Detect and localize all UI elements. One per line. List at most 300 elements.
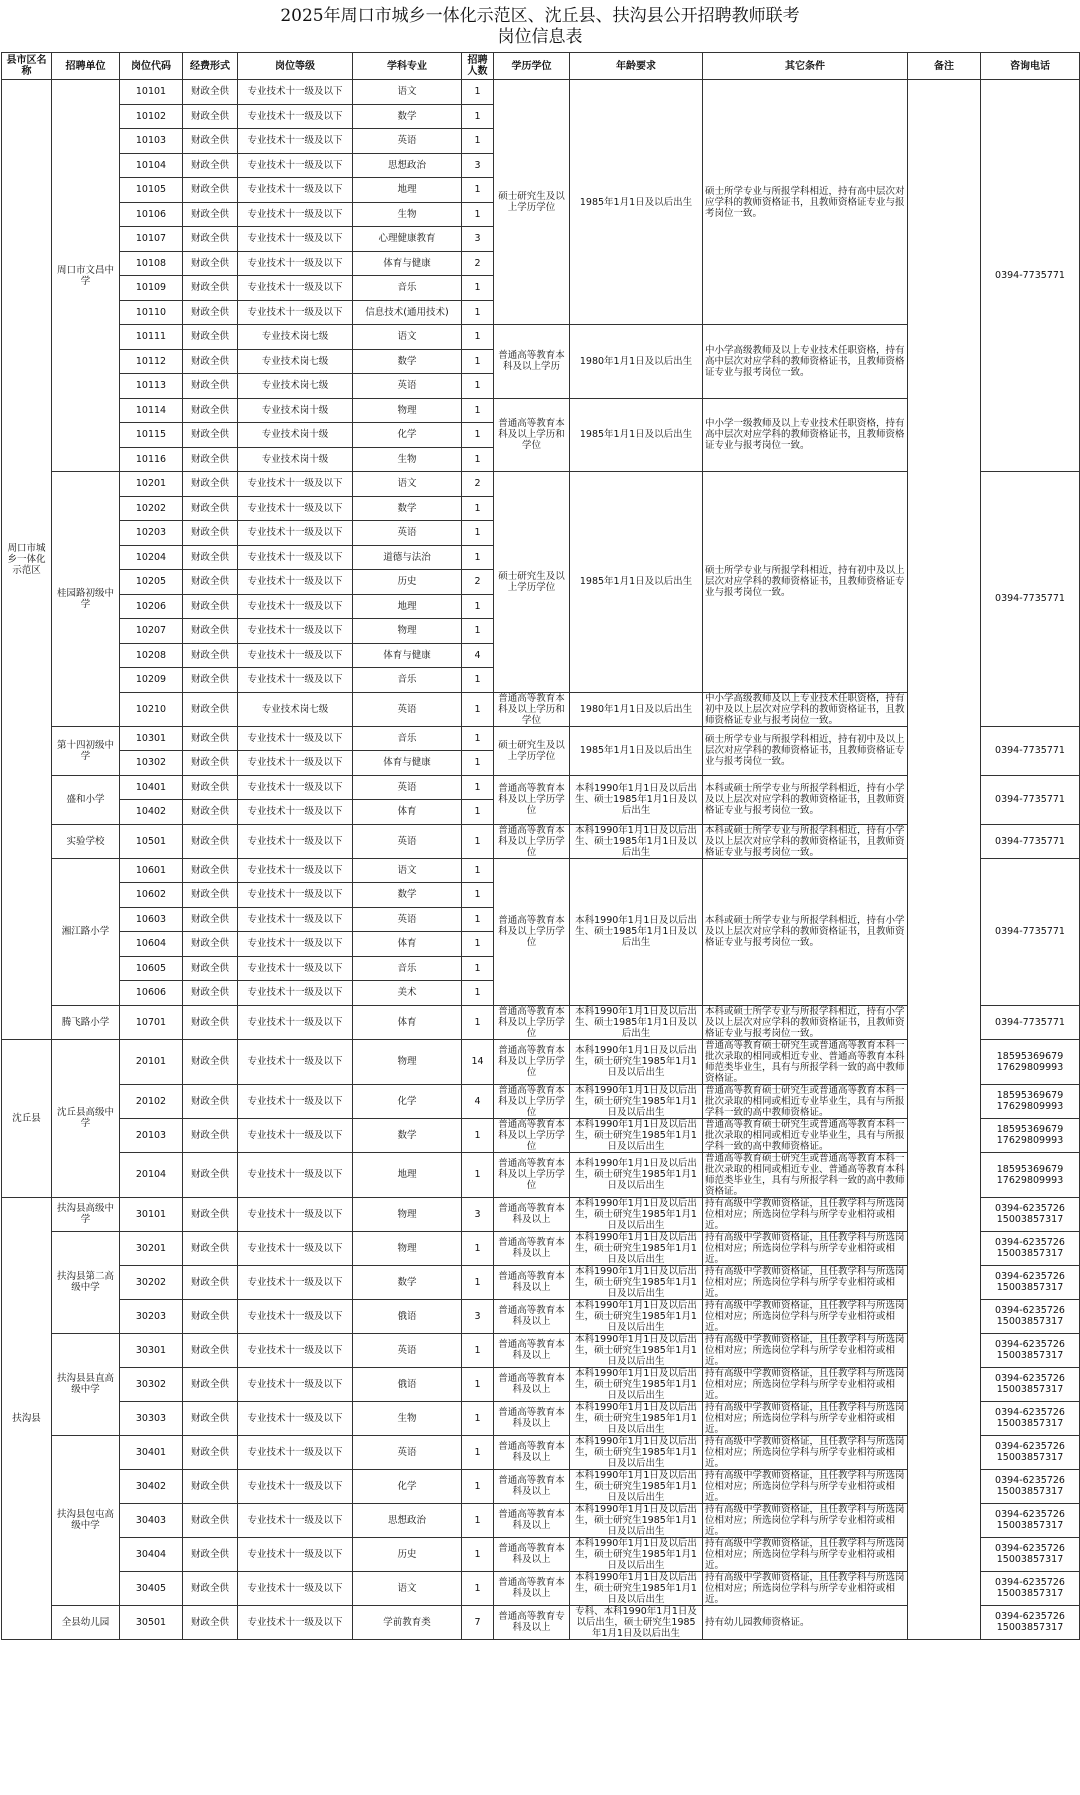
cell-num: 1 (462, 956, 494, 981)
cell-age: 1980年1月1日及以后出生 (570, 692, 703, 726)
cell-fund: 财政全供 (183, 751, 238, 776)
cell-code: 10402 (120, 800, 183, 825)
cell-code: 20103 (120, 1118, 183, 1152)
cell-fund: 财政全供 (183, 1231, 238, 1265)
cell-edu: 硕士研究生及以上学历学位 (494, 726, 570, 775)
cell-code: 10605 (120, 956, 183, 981)
cell-num: 1 (462, 1333, 494, 1367)
cell-code: 20101 (120, 1039, 183, 1084)
cell-fund: 财政全供 (183, 178, 238, 203)
cell-level: 专业技术十一级及以下 (238, 1571, 353, 1605)
cell-fund: 财政全供 (183, 496, 238, 521)
cell-level: 专业技术岗七级 (238, 325, 353, 350)
cell-num: 4 (462, 1084, 494, 1118)
cell-other: 持有高级中学教师资格证，且任教学科与所选岗位相对应；所选岗位学科与所学专业相符或相近。 (703, 1537, 908, 1571)
cell-age: 本科1990年1月1日及以后出生，硕士研究生1985年1月1日及以后出生 (570, 1333, 703, 1367)
cell-num: 1 (462, 1503, 494, 1537)
cell-level: 专业技术十一级及以下 (238, 1367, 353, 1401)
cell-other: 持有高级中学教师资格证，且任教学科与所选岗位相对应；所选岗位学科与所学专业相符或相近。 (703, 1435, 908, 1469)
cell-age: 本科1990年1月1日及以后出生，硕士研究生1985年1月1日及以后出生 (570, 1401, 703, 1435)
cell-subject: 音乐 (353, 276, 462, 301)
cell-note (908, 80, 981, 1640)
cell-level: 专业技术十一级及以下 (238, 153, 353, 178)
cell-other: 中小学高级教师及以上专业技术任职资格，持有初中及以上层次对应学科的教师资格证书，且教师资格证专业与报考岗位一致。 (703, 692, 908, 726)
cell-fund: 财政全供 (183, 1571, 238, 1605)
cell-code: 30201 (120, 1231, 183, 1265)
cell-fund: 财政全供 (183, 932, 238, 957)
cell-phone: 0394-6235726 15003857317 (981, 1367, 1080, 1401)
cell-phone: 0394-6235726 15003857317 (981, 1401, 1080, 1435)
cell-num: 1 (462, 129, 494, 154)
cell-code: 10701 (120, 1005, 183, 1039)
cell-other: 本科或硕士所学专业与所报学科相近，持有小学及以上层次对应学科的教师资格证书，且教师资格证专业与报考岗位一致。 (703, 858, 908, 1005)
cell-level: 专业技术十一级及以下 (238, 1197, 353, 1231)
cell-code: 10208 (120, 643, 183, 668)
cell-phone: 18595369679 17629809993 (981, 1039, 1080, 1084)
cell-level: 专业技术十一级及以下 (238, 496, 353, 521)
cell-edu: 普通高等教育本科及以上学历学位 (494, 775, 570, 824)
cell-fund: 财政全供 (183, 1333, 238, 1367)
cell-edu: 普通高等教育本科及以上学历和学位 (494, 398, 570, 472)
cell-num: 1 (462, 423, 494, 448)
cell-code: 10203 (120, 521, 183, 546)
document-title (0, 0, 1080, 52)
cell-num: 1 (462, 1537, 494, 1571)
cell-code: 10106 (120, 202, 183, 227)
cell-level: 专业技术岗十级 (238, 398, 353, 423)
cell-other: 持有高级中学教师资格证，且任教学科与所选岗位相对应；所选岗位学科与所学专业相符或相近。 (703, 1197, 908, 1231)
cell-other: 持有幼儿园教师资格证。 (703, 1605, 908, 1639)
cell-num: 1 (462, 907, 494, 932)
cell-subject: 地理 (353, 594, 462, 619)
cell-phone: 18595369679 17629809993 (981, 1152, 1080, 1197)
cell-num: 1 (462, 1265, 494, 1299)
cell-num: 2 (462, 570, 494, 595)
cell-phone: 0394-6235726 15003857317 (981, 1537, 1080, 1571)
cell-edu: 普通高等教育本科及以上 (494, 1469, 570, 1503)
cell-edu: 普通高等教育本科及以上 (494, 1333, 570, 1367)
cell-num: 1 (462, 668, 494, 693)
cell-fund: 财政全供 (183, 883, 238, 908)
cell-level: 专业技术十一级及以下 (238, 202, 353, 227)
cell-code: 10209 (120, 668, 183, 693)
cell-other: 普通高等教育硕士研究生或普通高等教育本科一批次录取的相同或相近专业、普通高等教育本科师范类毕业生，具有与所报学科一致的高中教师资格证。 (703, 1039, 908, 1084)
cell-num: 7 (462, 1605, 494, 1639)
cell-other: 持有高级中学教师资格证，且任教学科与所选岗位相对应；所选岗位学科与所学专业相符或相近。 (703, 1503, 908, 1537)
cell-code: 10602 (120, 883, 183, 908)
cell-fund: 财政全供 (183, 643, 238, 668)
cell-age: 本科1990年1月1日及以后出生，硕士研究生1985年1月1日及以后出生 (570, 1118, 703, 1152)
cell-fund: 财政全供 (183, 423, 238, 448)
cell-code: 10114 (120, 398, 183, 423)
cell-num: 1 (462, 1401, 494, 1435)
table-body (2, 80, 1080, 1640)
cell-fund: 财政全供 (183, 1197, 238, 1231)
cell-fund: 财政全供 (183, 824, 238, 858)
cell-num: 3 (462, 153, 494, 178)
cell-age: 本科1990年1月1日及以后出生，硕士研究生1985年1月1日及以后出生 (570, 1435, 703, 1469)
cell-num: 2 (462, 251, 494, 276)
cell-phone: 0394-7735771 (981, 858, 1080, 1005)
cell-edu: 普通高等教育本科及以上学历学位 (494, 1152, 570, 1197)
cell-edu: 普通高等教育本科及以上 (494, 1401, 570, 1435)
cell-other: 本科或硕士所学专业与所报学科相近，持有小学及以上层次对应学科的教师资格证书，且教师资格证专业与报考岗位一致。 (703, 1005, 908, 1039)
cell-code: 30403 (120, 1503, 183, 1537)
position-table (1, 52, 1080, 1640)
cell-subject: 俄语 (353, 1299, 462, 1333)
cell-fund: 财政全供 (183, 619, 238, 644)
cell-num: 14 (462, 1039, 494, 1084)
cell-subject: 体育与健康 (353, 643, 462, 668)
cell-level: 专业技术十一级及以下 (238, 1231, 353, 1265)
cell-subject: 物理 (353, 398, 462, 423)
cell-fund: 财政全供 (183, 594, 238, 619)
cell-edu: 普通高等教育本科及以上 (494, 1265, 570, 1299)
cell-fund: 财政全供 (183, 472, 238, 497)
cell-phone: 0394-7735771 (981, 775, 1080, 824)
cell-code: 10210 (120, 692, 183, 726)
cell-other: 硕士所学专业与所报学科相近，持有初中及以上层次对应学科的教师资格证书，且教师资格证专业与报考岗位一致。 (703, 726, 908, 775)
cell-fund: 财政全供 (183, 545, 238, 570)
cell-level: 专业技术十一级及以下 (238, 1469, 353, 1503)
cell-num: 1 (462, 594, 494, 619)
cell-level: 专业技术十一级及以下 (238, 751, 353, 776)
cell-code: 30301 (120, 1333, 183, 1367)
header-phone: 咨询电话 (981, 53, 1080, 80)
cell-edu: 普通高等教育本科及以上 (494, 1367, 570, 1401)
cell-age: 本科1990年1月1日及以后出生，硕士研究生1985年1月1日及以后出生 (570, 1084, 703, 1118)
cell-num: 1 (462, 1469, 494, 1503)
cell-other: 普通高等教育硕士研究生或普通高等教育本科一批次录取的相同或相近专业毕业生，具有与所报学科一致的高中教师资格证。 (703, 1084, 908, 1118)
cell-phone: 0394-7735771 (981, 726, 1080, 775)
header-region: 县市区名称 (2, 53, 52, 80)
cell-level: 专业技术十一级及以下 (238, 883, 353, 908)
cell-subject: 语文 (353, 472, 462, 497)
cell-code: 10204 (120, 545, 183, 570)
cell-other: 本科或硕士所学专业与所报学科相近，持有小学及以上层次对应学科的教师资格证书，且教师资格证专业与报考岗位一致。 (703, 824, 908, 858)
cell-num: 1 (462, 496, 494, 521)
cell-level: 专业技术十一级及以下 (238, 1265, 353, 1299)
cell-subject: 生物 (353, 202, 462, 227)
cell-level: 专业技术十一级及以下 (238, 251, 353, 276)
cell-edu: 硕士研究生及以上学历学位 (494, 472, 570, 693)
title-line-1: 2025年周口市城乡一体化示范区、沈丘县、扶沟县公开招聘教师联考 (280, 6, 800, 26)
header-level: 岗位等级 (238, 53, 353, 80)
cell-fund: 财政全供 (183, 1537, 238, 1571)
cell-subject: 思想政治 (353, 1503, 462, 1537)
cell-code: 10107 (120, 227, 183, 252)
cell-other: 持有高级中学教师资格证，且任教学科与所选岗位相对应；所选岗位学科与所学专业相符或相近。 (703, 1265, 908, 1299)
cell-fund: 财政全供 (183, 570, 238, 595)
cell-subject: 体育 (353, 800, 462, 825)
cell-num: 1 (462, 619, 494, 644)
cell-num: 1 (462, 447, 494, 472)
cell-level: 专业技术十一级及以下 (238, 1605, 353, 1639)
cell-fund: 财政全供 (183, 1367, 238, 1401)
cell-num: 1 (462, 1435, 494, 1469)
cell-fund: 财政全供 (183, 800, 238, 825)
cell-num: 1 (462, 80, 494, 105)
cell-code: 30405 (120, 1571, 183, 1605)
cell-unit: 第十四初级中学 (52, 726, 120, 775)
cell-code: 10604 (120, 932, 183, 957)
cell-code: 10603 (120, 907, 183, 932)
cell-num: 1 (462, 751, 494, 776)
cell-subject: 物理 (353, 1231, 462, 1265)
cell-unit: 实验学校 (52, 824, 120, 858)
cell-phone: 0394-6235726 15003857317 (981, 1435, 1080, 1469)
cell-code: 10206 (120, 594, 183, 619)
cell-num: 1 (462, 1231, 494, 1265)
cell-num: 1 (462, 883, 494, 908)
cell-other: 持有高级中学教师资格证，且任教学科与所选岗位相对应；所选岗位学科与所学专业相符或相近。 (703, 1231, 908, 1265)
cell-fund: 财政全供 (183, 1039, 238, 1084)
cell-fund: 财政全供 (183, 1005, 238, 1039)
cell-subject: 数学 (353, 883, 462, 908)
cell-phone: 0394-6235726 15003857317 (981, 1333, 1080, 1367)
cell-other: 硕士所学专业与所报学科相近，持有初中及以上层次对应学科的教师资格证书，且教师资格证专业与报考岗位一致。 (703, 472, 908, 693)
cell-phone: 18595369679 17629809993 (981, 1118, 1080, 1152)
cell-num: 1 (462, 775, 494, 800)
cell-level: 专业技术十一级及以下 (238, 545, 353, 570)
cell-num: 1 (462, 1571, 494, 1605)
cell-unit: 扶沟县高级中学 (52, 1197, 120, 1231)
cell-subject: 物理 (353, 619, 462, 644)
cell-code: 10108 (120, 251, 183, 276)
cell-subject: 数学 (353, 1118, 462, 1152)
cell-level: 专业技术十一级及以下 (238, 227, 353, 252)
cell-age: 本科1990年1月1日及以后出生、硕士1985年1月1日及以后出生 (570, 858, 703, 1005)
cell-code: 30401 (120, 1435, 183, 1469)
cell-fund: 财政全供 (183, 1401, 238, 1435)
cell-fund: 财政全供 (183, 1265, 238, 1299)
cell-code: 30202 (120, 1265, 183, 1299)
header-other: 其它条件 (703, 53, 908, 80)
cell-phone: 0394-6235726 15003857317 (981, 1571, 1080, 1605)
cell-other: 中小学一级教师及以上专业技术任职资格，持有高中层次对应学科的教师资格证书，且教师资格证专业与报考岗位一致。 (703, 398, 908, 472)
cell-fund: 财政全供 (183, 521, 238, 546)
cell-code: 10501 (120, 824, 183, 858)
cell-level: 专业技术十一级及以下 (238, 907, 353, 932)
cell-age: 本科1990年1月1日及以后出生，硕士研究生1985年1月1日及以后出生 (570, 1299, 703, 1333)
cell-num: 1 (462, 932, 494, 957)
cell-num: 1 (462, 521, 494, 546)
cell-phone: 0394-6235726 15003857317 (981, 1469, 1080, 1503)
cell-subject: 地理 (353, 1152, 462, 1197)
header-education: 学历学位 (494, 53, 570, 80)
cell-fund: 财政全供 (183, 374, 238, 399)
cell-phone: 0394-7735771 (981, 824, 1080, 858)
cell-subject: 英语 (353, 692, 462, 726)
cell-fund: 财政全供 (183, 1084, 238, 1118)
cell-level: 专业技术十一级及以下 (238, 1503, 353, 1537)
cell-age: 本科1990年1月1日及以后出生，硕士研究生1985年1月1日及以后出生 (570, 1537, 703, 1571)
cell-num: 1 (462, 276, 494, 301)
cell-code: 30302 (120, 1367, 183, 1401)
cell-level: 专业技术十一级及以下 (238, 932, 353, 957)
cell-subject: 英语 (353, 1435, 462, 1469)
cell-subject: 体育 (353, 932, 462, 957)
cell-subject: 数学 (353, 349, 462, 374)
cell-num: 1 (462, 202, 494, 227)
cell-phone: 18595369679 17629809993 (981, 1084, 1080, 1118)
cell-fund: 财政全供 (183, 300, 238, 325)
cell-subject: 语文 (353, 325, 462, 350)
cell-num: 1 (462, 300, 494, 325)
cell-level: 专业技术岗七级 (238, 374, 353, 399)
cell-age: 本科1990年1月1日及以后出生、硕士1985年1月1日及以后出生 (570, 824, 703, 858)
cell-fund: 财政全供 (183, 325, 238, 350)
cell-other: 持有高级中学教师资格证，且任教学科与所选岗位相对应；所选岗位学科与所学专业相符或相近。 (703, 1401, 908, 1435)
cell-age: 本科1990年1月1日及以后出生，硕士研究生1985年1月1日及以后出生 (570, 1571, 703, 1605)
cell-fund: 财政全供 (183, 1299, 238, 1333)
cell-edu: 普通高等教育本科及以上 (494, 1571, 570, 1605)
cell-level: 专业技术十一级及以下 (238, 1084, 353, 1118)
cell-subject: 英语 (353, 1333, 462, 1367)
cell-fund: 财政全供 (183, 251, 238, 276)
title-line-2: 岗位信息表 (497, 27, 583, 47)
table-row (2, 80, 1080, 105)
cell-level: 专业技术十一级及以下 (238, 619, 353, 644)
cell-level: 专业技术十一级及以下 (238, 1299, 353, 1333)
cell-level: 专业技术十一级及以下 (238, 594, 353, 619)
cell-subject: 英语 (353, 775, 462, 800)
cell-subject: 物理 (353, 1197, 462, 1231)
cell-subject: 体育 (353, 1005, 462, 1039)
cell-code: 10202 (120, 496, 183, 521)
header-count: 招聘人数 (462, 53, 494, 80)
cell-num: 1 (462, 858, 494, 883)
header-fund: 经费形式 (183, 53, 238, 80)
cell-edu: 硕士研究生及以上学历学位 (494, 80, 570, 325)
cell-subject: 体育与健康 (353, 751, 462, 776)
cell-phone: 0394-6235726 15003857317 (981, 1197, 1080, 1231)
cell-code: 10105 (120, 178, 183, 203)
cell-level: 专业技术十一级及以下 (238, 643, 353, 668)
cell-age: 1980年1月1日及以后出生 (570, 325, 703, 399)
cell-level: 专业技术岗十级 (238, 447, 353, 472)
cell-fund: 财政全供 (183, 80, 238, 105)
cell-subject: 数学 (353, 104, 462, 129)
cell-region: 扶沟县 (2, 1197, 52, 1639)
cell-edu: 普通高等教育本科及以上 (494, 1537, 570, 1571)
cell-phone: 0394-6235726 15003857317 (981, 1265, 1080, 1299)
cell-phone: 0394-6235726 15003857317 (981, 1299, 1080, 1333)
cell-code: 10103 (120, 129, 183, 154)
cell-subject: 英语 (353, 824, 462, 858)
cell-level: 专业技术十一级及以下 (238, 1401, 353, 1435)
cell-level: 专业技术十一级及以下 (238, 521, 353, 546)
cell-phone: 0394-7735771 (981, 1005, 1080, 1039)
cell-level: 专业技术十一级及以下 (238, 668, 353, 693)
cell-unit: 盛和小学 (52, 775, 120, 824)
cell-num: 3 (462, 1299, 494, 1333)
cell-fund: 财政全供 (183, 907, 238, 932)
cell-subject: 地理 (353, 178, 462, 203)
cell-level: 专业技术十一级及以下 (238, 1005, 353, 1039)
cell-code: 10302 (120, 751, 183, 776)
cell-num: 1 (462, 349, 494, 374)
cell-subject: 英语 (353, 374, 462, 399)
cell-other: 持有高级中学教师资格证，且任教学科与所选岗位相对应；所选岗位学科与所学专业相符或相近。 (703, 1333, 908, 1367)
cell-unit: 沈丘县高级中学 (52, 1039, 120, 1197)
cell-fund: 财政全供 (183, 447, 238, 472)
cell-edu: 普通高等教育本科及以上 (494, 1299, 570, 1333)
cell-fund: 财政全供 (183, 276, 238, 301)
cell-code: 30402 (120, 1469, 183, 1503)
cell-subject: 体育与健康 (353, 251, 462, 276)
cell-num: 1 (462, 104, 494, 129)
cell-level: 专业技术十一级及以下 (238, 775, 353, 800)
cell-code: 10112 (120, 349, 183, 374)
cell-region: 周口市城乡一体化示范区 (2, 80, 52, 1040)
cell-age: 本科1990年1月1日及以后出生，硕士研究生1985年1月1日及以后出生 (570, 1265, 703, 1299)
cell-level: 专业技术十一级及以下 (238, 858, 353, 883)
cell-level: 专业技术十一级及以下 (238, 300, 353, 325)
cell-code: 20104 (120, 1152, 183, 1197)
cell-code: 10606 (120, 981, 183, 1006)
cell-age: 本科1990年1月1日及以后出生、硕士1985年1月1日及以后出生 (570, 1005, 703, 1039)
cell-code: 30501 (120, 1605, 183, 1639)
cell-other: 普通高等教育硕士研究生或普通高等教育本科一批次录取的相同或相近专业毕业生，具有与所报学科一致的高中教师资格证。 (703, 1118, 908, 1152)
cell-num: 1 (462, 692, 494, 726)
cell-edu: 普通高等教育本科及以上学历学位 (494, 824, 570, 858)
cell-age: 本科1990年1月1日及以后出生，硕士研究生1985年1月1日及以后出生 (570, 1197, 703, 1231)
cell-level: 专业技术十一级及以下 (238, 276, 353, 301)
cell-other: 硕士所学专业与所报学科相近，持有高中层次对应学科的教师资格证书，且教师资格证专业与报考岗位一致。 (703, 80, 908, 325)
cell-fund: 财政全供 (183, 1469, 238, 1503)
cell-subject: 生物 (353, 447, 462, 472)
cell-code: 10101 (120, 80, 183, 105)
cell-fund: 财政全供 (183, 398, 238, 423)
cell-level: 专业技术十一级及以下 (238, 570, 353, 595)
cell-num: 1 (462, 325, 494, 350)
cell-code: 10201 (120, 472, 183, 497)
cell-age: 本科1990年1月1日及以后出生，硕士研究生1985年1月1日及以后出生 (570, 1367, 703, 1401)
cell-num: 1 (462, 800, 494, 825)
cell-subject: 英语 (353, 129, 462, 154)
cell-edu: 普通高等教育本科及以上学历学位 (494, 1084, 570, 1118)
cell-subject: 语文 (353, 858, 462, 883)
cell-subject: 俄语 (353, 1367, 462, 1401)
cell-num: 1 (462, 824, 494, 858)
cell-age: 1985年1月1日及以后出生 (570, 726, 703, 775)
cell-num: 1 (462, 374, 494, 399)
cell-unit: 周口市文昌中学 (52, 80, 120, 472)
cell-subject: 音乐 (353, 956, 462, 981)
cell-subject: 化学 (353, 423, 462, 448)
header-subject: 学科专业 (353, 53, 462, 80)
cell-unit: 湘江路小学 (52, 858, 120, 1005)
cell-age: 1985年1月1日及以后出生 (570, 398, 703, 472)
cell-edu: 普通高等教育本科及以上学历 (494, 325, 570, 399)
cell-level: 专业技术十一级及以下 (238, 472, 353, 497)
cell-num: 1 (462, 178, 494, 203)
cell-age: 本科1990年1月1日及以后出生，硕士研究生1985年1月1日及以后出生 (570, 1503, 703, 1537)
cell-phone: 0394-7735771 (981, 472, 1080, 727)
cell-level: 专业技术十一级及以下 (238, 1118, 353, 1152)
cell-unit: 扶沟县县直高级中学 (52, 1333, 120, 1435)
cell-level: 专业技术十一级及以下 (238, 1039, 353, 1084)
cell-age: 本科1990年1月1日及以后出生，硕士研究生1985年1月1日及以后出生 (570, 1039, 703, 1084)
cell-level: 专业技术十一级及以下 (238, 1152, 353, 1197)
cell-code: 10113 (120, 374, 183, 399)
cell-edu: 普通高等教育本科及以上学历学位 (494, 1039, 570, 1084)
cell-other: 持有高级中学教师资格证，且任教学科与所选岗位相对应；所选岗位学科与所学专业相符或相近。 (703, 1367, 908, 1401)
cell-fund: 财政全供 (183, 153, 238, 178)
header-row (2, 53, 1080, 80)
cell-code: 10207 (120, 619, 183, 644)
